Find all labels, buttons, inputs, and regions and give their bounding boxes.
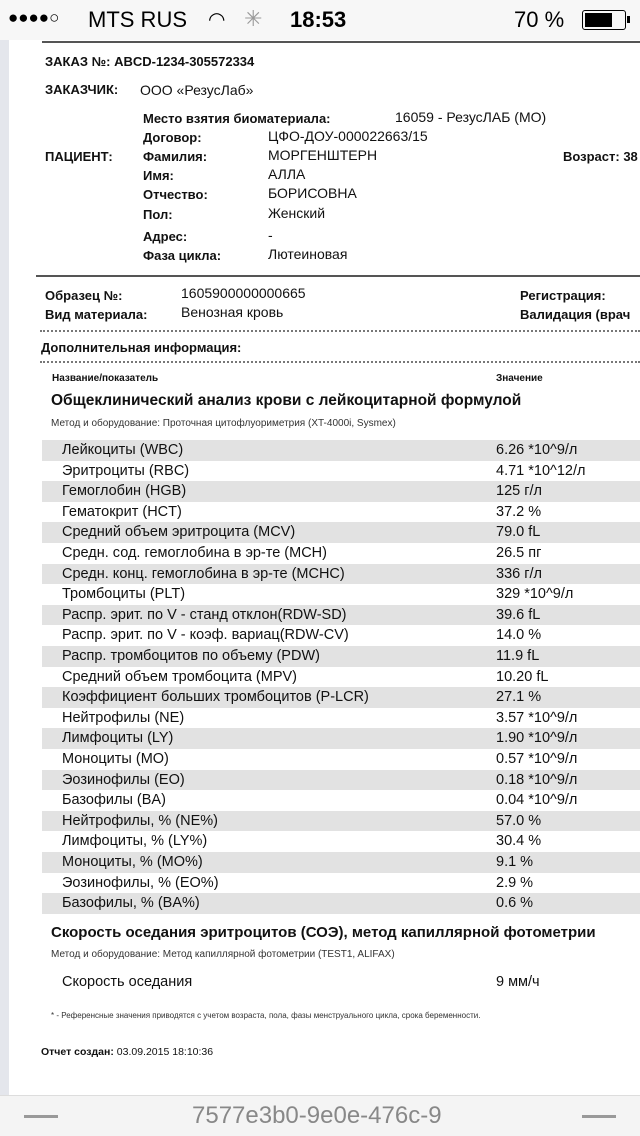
page-edge (0, 40, 9, 1095)
divider (36, 275, 640, 277)
additional-info-label: Дополнительная информация: (41, 340, 242, 355)
row-value: 9.1 % (496, 854, 534, 870)
table-row (42, 687, 640, 708)
row-value: 26.5 пг (496, 545, 542, 561)
table-row (42, 605, 640, 626)
row-value: 11.9 fL (496, 648, 540, 664)
esr-value: 9 мм/ч (496, 974, 540, 990)
row-value: 0.6 % (496, 895, 534, 912)
row-value: 57.0 % (496, 812, 542, 829)
material-value: Венозная кровь (181, 304, 284, 320)
row-value: 10.20 fL (496, 668, 549, 685)
document-toolbar (0, 1095, 640, 1136)
row-value: 79.0 fL (496, 524, 541, 541)
table-row (42, 667, 640, 688)
table-row (42, 461, 640, 482)
row-name: Лимфоциты, % (LY%) (62, 833, 208, 850)
row-value: 0.18 *10^9/л (496, 771, 578, 788)
patient-field-label: Отчество: (143, 187, 208, 202)
table-row (42, 831, 640, 852)
row-name: Моноциты (MO) (62, 751, 169, 767)
patient-field-label: Адрес: (143, 229, 188, 244)
row-value: 6.26 *10^9/л (496, 442, 578, 458)
row-name: Коэффициент больших тромбоцитов (P-LCR) (62, 689, 369, 706)
row-name: Распр. тромбоцитов по объему (PDW) (62, 648, 320, 664)
row-value: 27.1 % (496, 689, 542, 706)
esr-section-title: Скорость оседания эритроцитов (СОЭ), метод капиллярной фотометрии (51, 924, 596, 941)
wifi-icon: ◠ (208, 9, 226, 31)
loading-spinner-icon: ✳ (244, 6, 263, 31)
row-value: 37.2 % (496, 503, 542, 520)
battery-tip (627, 16, 630, 23)
table-row (42, 440, 640, 461)
row-name: Распр. эрит. по V - коэф. вариац(RDW-CV) (62, 627, 349, 644)
row-name: Тромбоциты (PLT) (62, 586, 186, 603)
patient-field-label: Место взятия биоматериала: (143, 111, 331, 126)
row-value: 30.4 % (496, 833, 542, 850)
row-value: 0.04 *10^9/л (496, 792, 578, 809)
table-row (42, 811, 640, 832)
sample-number-label: Образец №: (45, 288, 123, 303)
row-value: 125 г/л (496, 483, 542, 500)
row-value: 336 г/л (496, 565, 542, 582)
column-header-name: Название/показатель (52, 373, 159, 384)
divider (42, 41, 640, 43)
row-name: Базофилы, % (BA%) (62, 895, 200, 912)
table-row (42, 893, 640, 914)
esr-method: Метод и оборудование: Метод капиллярной фотометрии (TEST1, ALIFAX) (51, 949, 395, 960)
table-row (42, 543, 640, 564)
table-row (42, 770, 640, 791)
row-name: Моноциты, % (MO%) (62, 854, 203, 870)
column-header-value: Значение (496, 373, 543, 384)
footnote: * - Референсные значения приводятся с учетом возраста, пола, фазы менструального цикла, срока беременности. (51, 1011, 481, 1020)
cbc-method: Метод и оборудование: Проточная цитофлуориметрия (XT-4000i, Sysmex) (51, 418, 396, 429)
row-name: Эозинофилы, % (EO%) (62, 874, 219, 891)
row-name: Средний объем тромбоцита (MPV) (62, 668, 297, 685)
row-value: 329 *10^9/л (496, 586, 574, 603)
cbc-section-title: Общеклинический анализ крови с лейкоцитарной формулой (51, 392, 522, 409)
row-value: 4.71 *10^12/л (496, 462, 586, 479)
row-name: Нейтрофилы (NE) (62, 709, 185, 726)
patient-field-value: 16059 - РезусЛАБ (МО) (395, 109, 547, 125)
row-name: Средн. конц. гемоглобина в эр-те (MCHC) (62, 565, 345, 582)
customer-label: ЗАКАЗЧИК: (45, 82, 119, 97)
patient-field-value: АЛЛА (268, 166, 306, 182)
report-created: Отчет создан: 03.09.2015 18:10:36 (41, 1046, 214, 1058)
table-row (42, 873, 640, 894)
patient-field-value: ЦФО-ДОУ-000022663/15 (268, 128, 428, 144)
table-row (42, 749, 640, 770)
document-id: 7577e3b0-9e0e-476c-9 (192, 1102, 442, 1129)
table-row (42, 852, 640, 873)
patient-field-value: МОРГЕНШТЕРН (268, 147, 378, 163)
row-name: Эозинофилы (EO) (62, 771, 185, 788)
dotted-divider (40, 330, 640, 332)
battery-percent: 70 % (514, 7, 565, 32)
patient-field-label: Фамилия: (143, 149, 208, 164)
patient-field-value: Лютеиновая (268, 246, 348, 262)
row-name: Нейтрофилы, % (NE%) (62, 812, 218, 829)
patient-field-label: Пол: (143, 207, 173, 222)
patient-field-value: Женский (268, 205, 326, 221)
next-page-button[interactable] (582, 1115, 616, 1118)
row-value: 1.90 *10^9/л (496, 730, 578, 747)
previous-page-button[interactable] (24, 1115, 58, 1118)
row-value: 39.6 fL (496, 606, 541, 623)
row-name: Лимфоциты (LY) (62, 730, 174, 747)
signal-strength-icon: ●●●●○ (8, 8, 60, 27)
table-row (42, 522, 640, 543)
table-row (42, 564, 640, 585)
patient-field-label: Договор: (143, 130, 202, 145)
table-row (42, 790, 640, 811)
esr-name: Скорость оседания (62, 974, 193, 990)
battery-icon (582, 10, 626, 30)
age: Возраст: 38 (563, 149, 638, 164)
row-value: 0.57 *10^9/л (496, 751, 578, 767)
material-label: Вид материала: (45, 307, 148, 322)
patient-field-label: Имя: (143, 168, 174, 183)
patient-field-value: БОРИСОВНА (268, 185, 357, 201)
patient-field-value: - (268, 227, 273, 243)
table-row (42, 584, 640, 605)
table-row (42, 728, 640, 749)
table-row (42, 708, 640, 729)
validation-label: Валидация (врач (520, 307, 631, 322)
row-value: 14.0 % (496, 627, 542, 644)
row-value: 3.57 *10^9/л (496, 709, 578, 726)
row-name: Базофилы (BA) (62, 792, 166, 809)
registration-label: Регистрация: (520, 288, 606, 303)
status-bar (0, 0, 640, 40)
row-name: Распр. эрит. по V - станд отклон(RDW-SD) (62, 606, 347, 623)
table-row (42, 502, 640, 523)
table-row (42, 625, 640, 646)
row-name: Гематокрит (HCT) (62, 503, 182, 520)
table-row (42, 646, 640, 667)
customer-value: ООО «РезусЛаб» (140, 82, 254, 98)
row-name: Средн. сод. гемоглобина в эр-те (MCH) (62, 545, 327, 561)
row-name: Гемоглобин (HGB) (62, 483, 187, 500)
table-row (42, 481, 640, 502)
row-value: 2.9 % (496, 874, 534, 891)
row-name: Эритроциты (RBC) (62, 462, 190, 479)
carrier-name: MTS RUS (88, 7, 187, 32)
patient-field-label: Фаза цикла: (143, 248, 222, 263)
row-name: Лейкоциты (WBC) (62, 442, 184, 458)
patient-label: ПАЦИЕНТ: (45, 149, 113, 164)
dotted-divider (40, 361, 640, 363)
sample-number: 1605900000000665 (181, 285, 306, 301)
row-name: Средний объем эритроцита (MCV) (62, 524, 296, 541)
order-number: ЗАКАЗ №: ABCD-1234-305572334 (45, 54, 255, 69)
clock: 18:53 (290, 7, 347, 32)
